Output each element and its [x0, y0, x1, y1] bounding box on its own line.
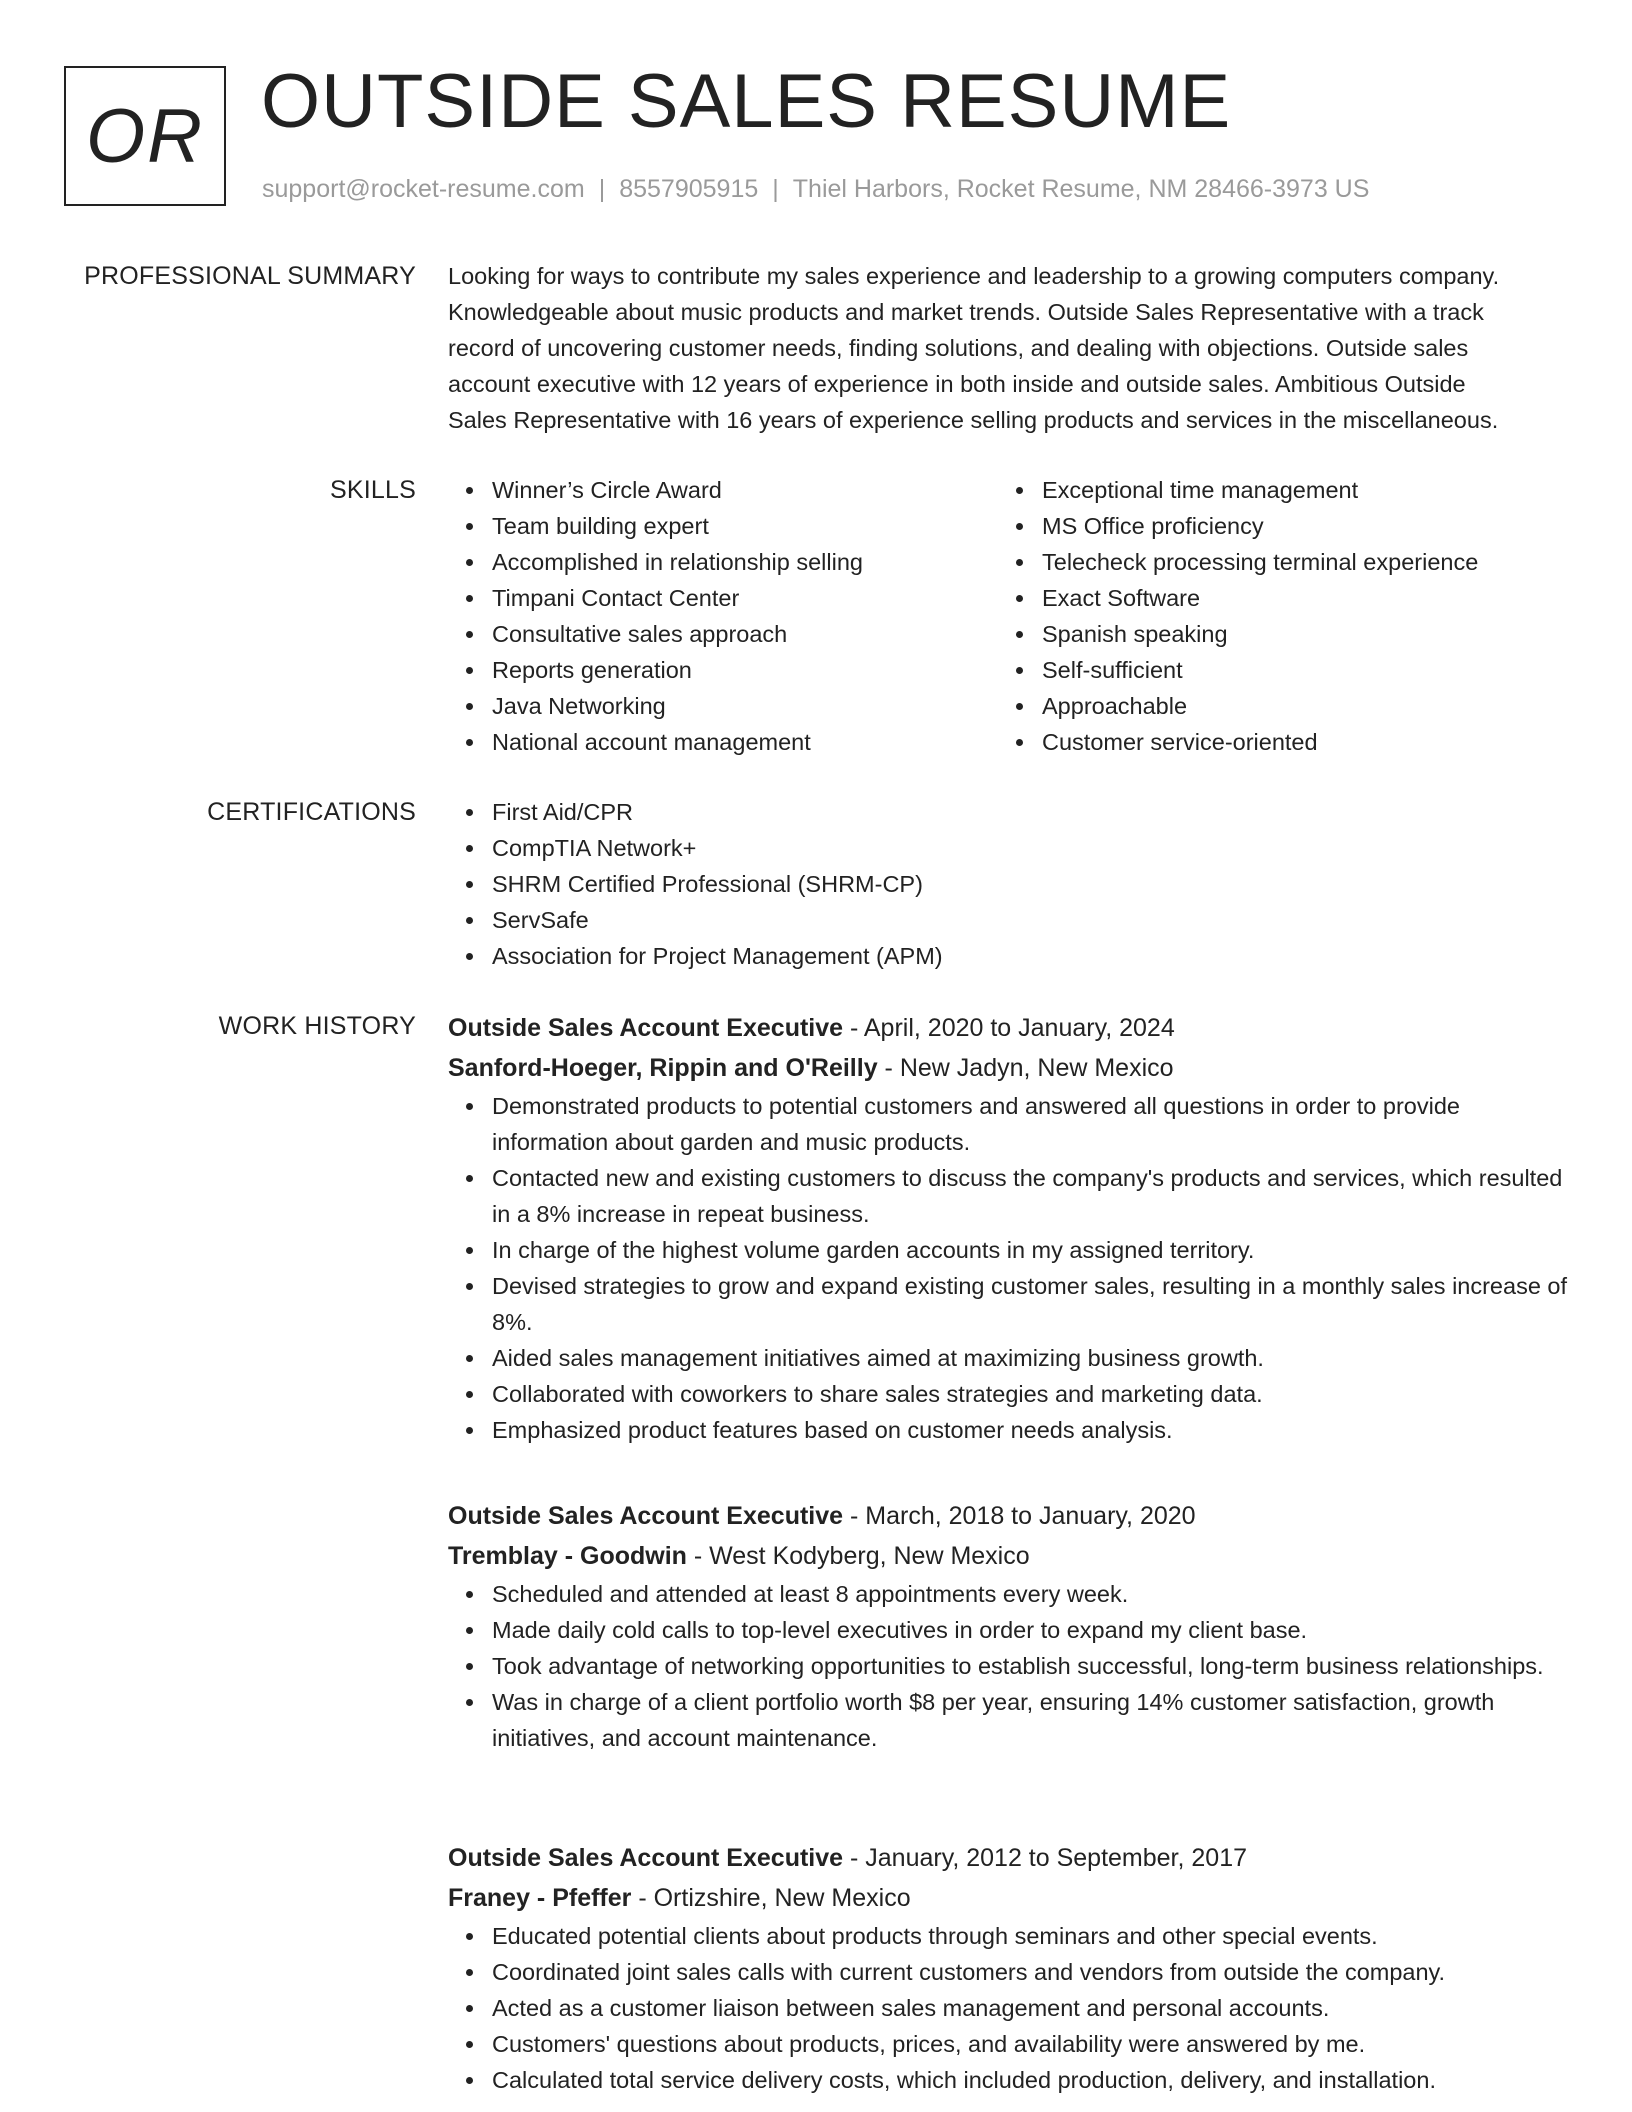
- job-company: Tremblay - Goodwin: [448, 1542, 687, 1570]
- skill-item: Exact Software: [998, 580, 1548, 616]
- job-bullet-list: [448, 1576, 1568, 1756]
- section-label: WORK HISTORY: [218, 1012, 416, 1040]
- job-bullet: Collaborated with coworkers to share sales strategies and marketing data.: [448, 1376, 1568, 1412]
- skill-item: Approachable: [998, 688, 1548, 724]
- skills-list-left: [448, 472, 998, 760]
- certification-item: CompTIA Network+: [448, 830, 1568, 866]
- job-title: Outside Sales Account Executive: [448, 1014, 844, 1042]
- skill-item: Consultative sales approach: [448, 616, 998, 652]
- job-bullet: In charge of the highest volume garden accounts in my assigned territory.: [448, 1232, 1568, 1268]
- certifications-list: [448, 794, 1568, 974]
- summary-line: Knowledgeable about music products and market trends. Outside Sales Representative with a track: [448, 299, 1484, 325]
- job-title: Outside Sales Account Executive: [448, 1502, 844, 1530]
- skill-item: Customer service-oriented: [998, 724, 1548, 760]
- job-location: - New Jadyn, New Mexico: [877, 1054, 1174, 1082]
- job-title-line: [448, 1496, 1568, 1536]
- job-company-line: [448, 1878, 1568, 1918]
- job-bullet: Educated potential clients about products through seminars and other special events.: [448, 1918, 1568, 1954]
- job-bullet: Customers' questions about products, prices, and availability were answered by me.: [448, 2026, 1568, 2062]
- skill-item: Telecheck processing terminal experience: [998, 544, 1548, 580]
- job-dates: - January, 2012 to September, 2017: [843, 1844, 1248, 1872]
- job-title: Outside Sales Account Executive: [448, 1844, 844, 1872]
- job-bullet: Calculated total service delivery costs, which included production, delivery, and installation.: [448, 2062, 1568, 2098]
- job-entry: [448, 1838, 1568, 2098]
- summary-line: record of uncovering customer needs, finding solutions, and dealing with objections. Outside sales: [448, 335, 1469, 361]
- job-bullet: Made daily cold calls to top-level executives in order to expand my client base.: [448, 1612, 1568, 1648]
- summary-line: Sales Representative with 16 years of experience selling products and services in the miscellaneous.: [448, 407, 1499, 433]
- job-bullet: Took advantage of networking opportunities to establish successful, long-term business relationships.: [448, 1648, 1568, 1684]
- job-bullet: Devised strategies to grow and expand existing customer sales, resulting in a monthly sales increase of 8%.: [448, 1268, 1568, 1340]
- contact-email: support@rocket-resume.com: [262, 175, 585, 203]
- certification-item: SHRM Certified Professional (SHRM-CP): [448, 866, 1568, 902]
- skill-item: Spanish speaking: [998, 616, 1548, 652]
- job-title-line: [448, 1008, 1568, 1048]
- job-bullet-list: [448, 1918, 1568, 2098]
- summary-text: [448, 258, 1568, 438]
- job-entry: [448, 1008, 1568, 1448]
- certification-item: Association for Project Management (APM): [448, 938, 1568, 974]
- section-label: PROFESSIONAL SUMMARY: [84, 262, 416, 290]
- summary-line: Looking for ways to contribute my sales experience and leadership to a growing computers company.: [448, 263, 1500, 289]
- job-dates: - March, 2018 to January, 2020: [843, 1502, 1196, 1530]
- job-entry: [448, 1496, 1568, 1756]
- job-bullet: Aided sales management initiatives aimed at maximizing business growth.: [448, 1340, 1568, 1376]
- job-bullet: Coordinated joint sales calls with current customers and vendors from outside the company.: [448, 1954, 1568, 1990]
- resume-title: OUTSIDE SALES RESUME: [261, 59, 1232, 144]
- skill-item: Reports generation: [448, 652, 998, 688]
- section-label: CERTIFICATIONS: [207, 798, 416, 826]
- skill-item: National account management: [448, 724, 998, 760]
- certification-item: ServSafe: [448, 902, 1568, 938]
- certification-item: First Aid/CPR: [448, 794, 1568, 830]
- skill-item: Java Networking: [448, 688, 998, 724]
- summary-line: account executive with 12 years of experience in both inside and outside sales. Ambitious Outside: [448, 371, 1466, 397]
- job-bullet: Scheduled and attended at least 8 appointments every week.: [448, 1576, 1568, 1612]
- job-company: Sanford-Hoeger, Rippin and O'Reilly: [448, 1054, 878, 1082]
- skills-list-right: [998, 472, 1548, 760]
- job-company-line: [448, 1536, 1568, 1576]
- job-bullet-list: [448, 1088, 1568, 1448]
- job-location: - Ortizshire, New Mexico: [631, 1884, 911, 1912]
- job-bullet: Emphasized product features based on customer needs analysis.: [448, 1412, 1568, 1448]
- contact-phone: 8557905915: [619, 175, 759, 203]
- job-bullet: Was in charge of a client portfolio worth $8 per year, ensuring 14% customer satisfaction, growth initiatives, and account maintenance.: [448, 1684, 1568, 1756]
- skill-item: MS Office proficiency: [998, 508, 1548, 544]
- skill-item: Exceptional time management: [998, 472, 1548, 508]
- certifications-body: [448, 794, 1568, 974]
- job-dates: - April, 2020 to January, 2024: [843, 1014, 1175, 1042]
- job-location: - West Kodyberg, New Mexico: [686, 1542, 1030, 1570]
- job-company-line: [448, 1048, 1568, 1088]
- skill-item: Team building expert: [448, 508, 998, 544]
- job-bullet: Acted as a customer liaison between sales management and personal accounts.: [448, 1990, 1568, 2026]
- job-bullet: Contacted new and existing customers to discuss the company's products and services, which resulted in a 8% increase in repeat business.: [448, 1160, 1568, 1232]
- skill-item: Accomplished in relationship selling: [448, 544, 998, 580]
- contact-separator: |: [772, 175, 779, 203]
- skills-body: [448, 472, 1568, 760]
- skill-item: Self-sufficient: [998, 652, 1548, 688]
- skill-item: Winner’s Circle Award: [448, 472, 998, 508]
- skill-item: Timpani Contact Center: [448, 580, 998, 616]
- contact-line: [262, 175, 1369, 204]
- monogram-logo: OR: [64, 66, 226, 206]
- job-bullet: Demonstrated products to potential customers and answered all questions in order to provide information about garden and music products.: [448, 1088, 1568, 1160]
- job-title-line: [448, 1838, 1568, 1878]
- skills-columns: [448, 472, 1568, 760]
- job-company: Franey - Pfeffer: [448, 1884, 632, 1912]
- contact-separator: |: [598, 175, 606, 203]
- section-label: SKILLS: [330, 476, 416, 504]
- contact-address: Thiel Harbors, Rocket Resume, NM 28466-3973 US: [792, 175, 1370, 203]
